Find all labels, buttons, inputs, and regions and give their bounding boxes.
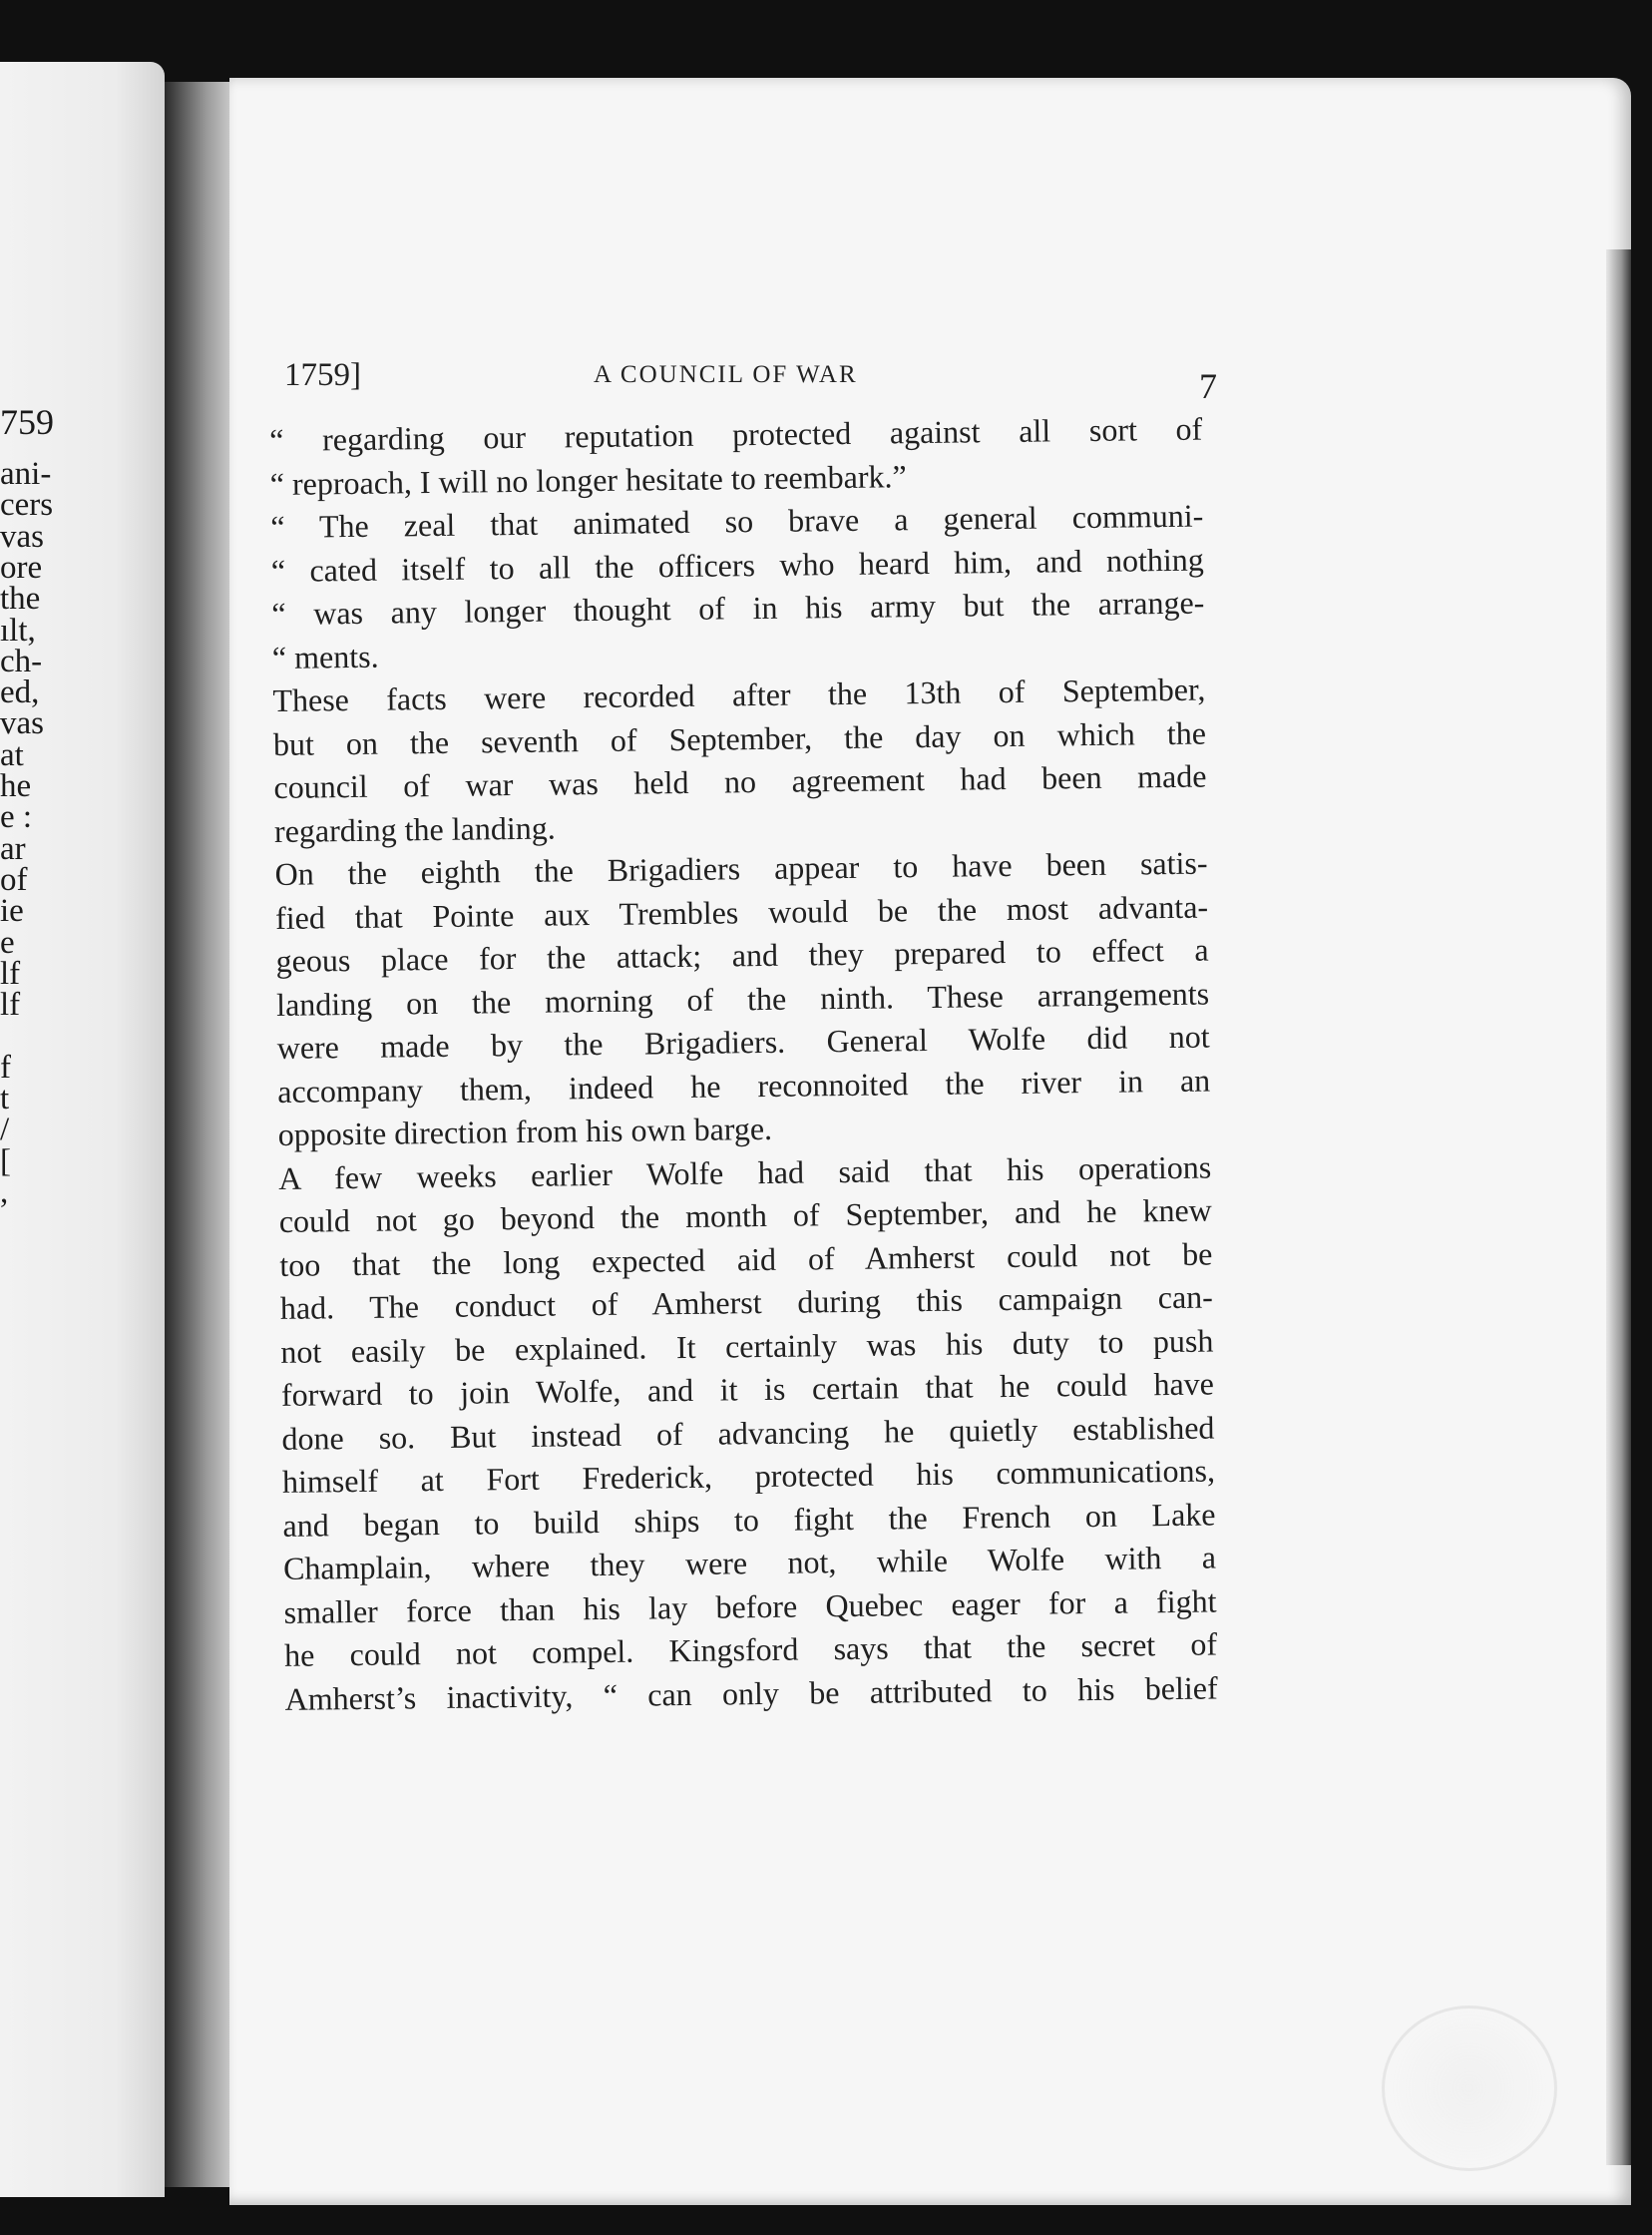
left-page-line: he — [0, 768, 32, 804]
text-line: geous place for the attack; and they prepared to effect a — [275, 931, 1209, 979]
left-page-line: ani- — [0, 456, 52, 492]
text-line: A few weeks earlier Wolfe had said that his operations — [278, 1148, 1212, 1196]
text-line: Champlain, where they were not, while Wolfe with a — [282, 1539, 1217, 1586]
text-line: forward to join Wolfe, and it is certain that he could have — [280, 1365, 1215, 1413]
left-page-line: at — [0, 736, 24, 773]
left-page-line: ılt, — [0, 612, 36, 649]
left-page-line: of — [0, 861, 28, 898]
text-line: and began to build ships to fight the French on Lake — [282, 1495, 1216, 1544]
left-page-line: ch- — [0, 643, 43, 679]
left-page-line: f — [0, 1049, 11, 1086]
left-page-line: lf — [0, 955, 21, 992]
text-line: These facts were recorded after the 13th of September, — [272, 670, 1206, 718]
text-line: fied that Pointe aux Trembles would be the most advanta- — [274, 888, 1209, 936]
left-page-line: [ — [0, 1142, 11, 1179]
left-page-line: e : — [0, 799, 33, 836]
text-line: done so. But instead of advancing he quietly established — [281, 1409, 1215, 1457]
text-line: council of war was held no agreement had been made — [273, 757, 1207, 805]
left-page-line: ed, — [0, 674, 40, 711]
left-page-line: lf — [0, 987, 21, 1024]
text-line: had. The conduct of Amherst during this campaign can- — [279, 1278, 1214, 1326]
left-page-line: / — [0, 1112, 10, 1148]
text-line: “ reproach, I will no longer hesitate to reembark.” — [269, 457, 907, 502]
left-page-line: , — [0, 1173, 9, 1210]
book-gutter — [165, 82, 234, 2187]
text-line: accompany them, indeed he reconnoited the river in an — [277, 1062, 1211, 1110]
text-line: he could not compel. Kingsford says that the secret of — [283, 1625, 1218, 1673]
left-page — [0, 62, 165, 2197]
left-page-line: ie — [0, 893, 24, 930]
text-line: not easily be explained. It certainly was his duty to push — [280, 1322, 1214, 1370]
text-line: opposite direction from his own barge. — [277, 1110, 773, 1152]
page-edge — [1606, 249, 1631, 2165]
left-page-line: e — [0, 924, 15, 961]
page-number: 7 — [1199, 366, 1217, 406]
text-line: himself at Fort Frederick, protected his communications, — [281, 1452, 1216, 1500]
left-page-line: ore — [0, 549, 43, 586]
body-text — [269, 408, 1218, 1721]
left-page-line: vas — [0, 705, 44, 742]
text-line: could not go beyond the month of September, and he knew — [278, 1191, 1212, 1239]
running-head-title: A COUNCIL OF WAR — [594, 361, 858, 388]
library-stamp — [1382, 2006, 1557, 2171]
text-line: “ cated itself to all the officers who heard him, and nothing — [270, 541, 1205, 589]
text-line: too that the long expected aid of Amherst could not be — [279, 1235, 1213, 1283]
left-page-header: 759 — [0, 402, 54, 442]
text-line: Amherst’s inactivity, “ can only be attributed to his belief — [284, 1668, 1218, 1717]
running-head — [284, 357, 1217, 407]
text-line: smaller force than his lay before Quebec eager for a fight — [283, 1581, 1217, 1630]
text-line: “ The zeal that animated so brave a general communi- — [270, 497, 1204, 545]
text-line: “ regarding our reputation protected against all sort of — [269, 410, 1203, 458]
text-line: “ was any longer thought of in his army but the arrange- — [271, 584, 1205, 632]
text-line: On the eighth the Brigadiers appear to have been satis- — [274, 844, 1208, 892]
text-line: landing on the morning of the ninth. These arrangements — [275, 975, 1210, 1023]
text-line: “ ments. — [271, 638, 379, 675]
left-page-line: vas — [0, 518, 44, 555]
text-line: were made by the Brigadiers. General Wolfe did not — [276, 1018, 1210, 1066]
left-page-line: cers — [0, 487, 54, 524]
left-page-line: ar — [0, 830, 26, 867]
running-head-year: 1759] — [284, 357, 361, 393]
text-line: regarding the landing. — [273, 809, 556, 849]
left-page-line: t — [0, 1081, 10, 1117]
text-line: but on the seventh of September, the day on which the — [272, 714, 1207, 762]
left-page-line: the — [0, 581, 41, 618]
